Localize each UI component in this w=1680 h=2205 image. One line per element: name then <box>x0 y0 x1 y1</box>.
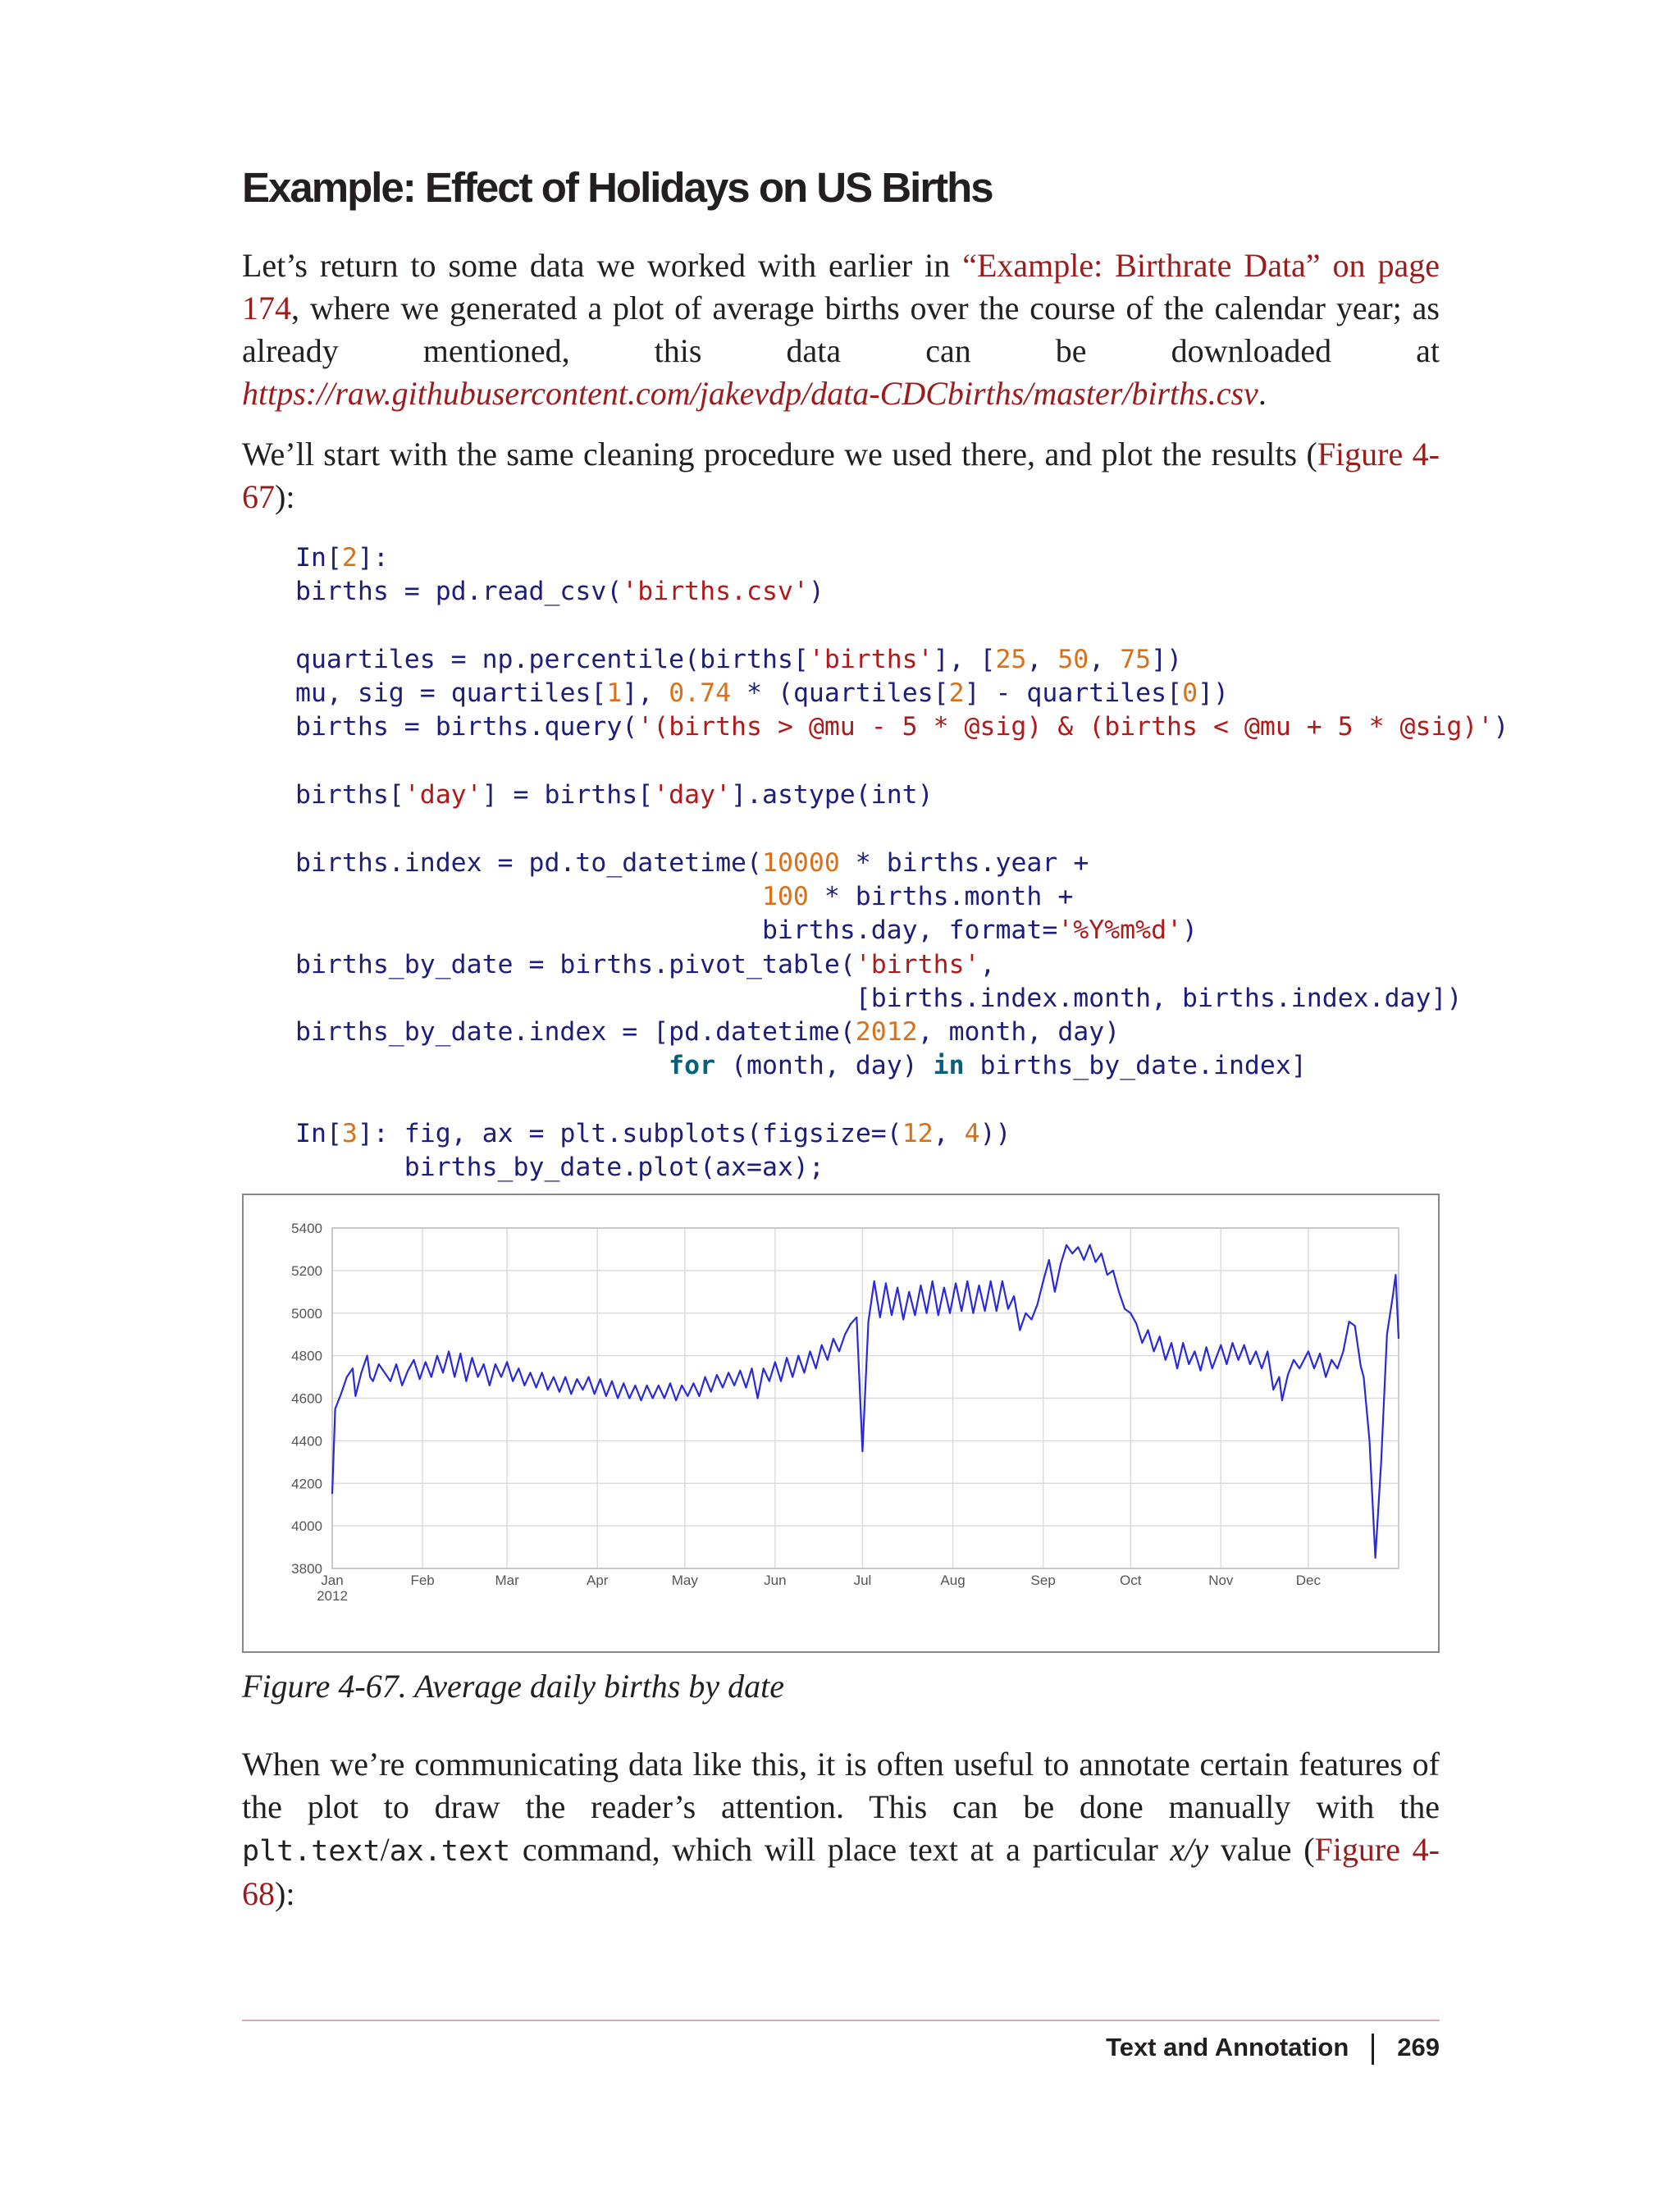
code-line: 100 * births.month + <box>761 881 1074 911</box>
code-line: births_by_date.plot(ax=ax); <box>404 1153 824 1183</box>
y-tick-label: 4200 <box>291 1476 322 1492</box>
annotate-text-b: command, which will place text at a particular <box>510 1831 1171 1868</box>
x-tick-label: Feb <box>410 1573 435 1588</box>
code-line: births.index = pd.to_datetime(10000 * births.year + <box>295 847 1089 878</box>
intro-text-c: . <box>1258 375 1267 412</box>
figure-4-67-xref-link[interactable]: Figure 4-67 <box>242 436 1440 515</box>
code-line <box>295 1084 1509 1117</box>
births-figure <box>242 1194 1440 1653</box>
code-line: for (month, day) in births_by_date.index] <box>669 1051 1307 1081</box>
code-line: [births.index.month, births.index.day]) <box>295 983 1463 1013</box>
x-tick-label: Jun <box>764 1573 787 1588</box>
y-tick-label: 5400 <box>291 1221 322 1236</box>
x-tick-label: 2012 <box>317 1588 348 1604</box>
footer-rule <box>242 2020 1440 2021</box>
xy-italic: x/y <box>1170 1831 1209 1868</box>
births-line-chart <box>244 1195 1438 1651</box>
figure-caption: Figure 4-67. Average daily births by date <box>242 1668 784 1705</box>
x-tick-label: Jul <box>853 1573 872 1588</box>
x-tick-label: Sep <box>1030 1573 1056 1588</box>
page-content <box>242 164 1509 1912</box>
code-line: births = pd.read_csv('births.csv') <box>295 577 824 607</box>
paragraph-cleaning <box>242 433 1440 518</box>
x-tick-label: Aug <box>940 1573 966 1588</box>
intro-text-a: Let’s return to some data we worked with earlier in <box>242 247 963 284</box>
footer-separator <box>1372 2034 1374 2065</box>
annotate-text-c: value ( <box>1208 1831 1315 1868</box>
x-tick-label: Dec <box>1295 1573 1322 1588</box>
code-line: births_by_date = births.pivot_table('births', <box>295 949 996 979</box>
y-tick-label: 4000 <box>291 1518 322 1535</box>
inline-slash: / <box>380 1831 390 1868</box>
code-line <box>295 812 1509 846</box>
y-tick-label: 5000 <box>291 1305 322 1322</box>
code-line: In[3]: fig, ax = plt.subplots(figsize=(12, 4)) <box>295 1119 1011 1149</box>
code-line: births.day, format='%Y%m%d') <box>761 915 1198 946</box>
page-footer <box>1106 2033 1440 2065</box>
x-tick-label: Mar <box>495 1573 519 1588</box>
y-tick-label: 4400 <box>291 1433 322 1449</box>
code-line: births = births.query('(births > @mu - 5 * @sig) & (births < @mu + 5 * @sig)') <box>295 712 1509 742</box>
paragraph-intro <box>242 244 1440 415</box>
x-tick-label: Oct <box>1119 1573 1142 1588</box>
inline-code-ax-text: ax.text <box>389 1835 511 1868</box>
code-listing <box>295 541 1509 1185</box>
y-tick-label: 4600 <box>291 1390 322 1407</box>
y-tick-label: 3800 <box>291 1561 322 1577</box>
paragraph-annotate <box>242 1743 1440 1915</box>
births-csv-url-link[interactable]: https://raw.githubusercontent.com/jakevdp/data-CDCbirths/master/births.csv <box>242 375 1258 412</box>
figure-4-68-xref-link[interactable]: Figure 4-68 <box>242 1831 1440 1912</box>
code-line: In[2]: <box>295 543 389 573</box>
cleaning-text-b: ): <box>275 478 295 515</box>
series-line-births <box>332 1245 1399 1558</box>
x-tick-label: Nov <box>1208 1573 1234 1588</box>
annotate-text-d: ): <box>275 1875 295 1912</box>
cleaning-text-a: We’ll start with the same cleaning procedure we used there, and plot the results ( <box>242 436 1317 472</box>
code-line <box>295 745 1509 778</box>
x-tick-label: Apr <box>586 1573 609 1588</box>
section-heading: Example: Effect of Holidays on US Births <box>242 164 993 211</box>
y-tick-label: 5200 <box>291 1262 322 1279</box>
code-line: quartiles = np.percentile(births['births'], [25, 50, 75]) <box>295 644 1183 674</box>
inline-code-plt-text: plt.text <box>242 1835 381 1868</box>
x-tick-label: May <box>671 1573 698 1588</box>
x-tick-label: Jan <box>321 1573 344 1588</box>
code-line: births['day'] = births['day'].astype(int) <box>295 780 934 810</box>
annotate-text-a: When we’re communicating data like this, it is often useful to annotate certain features of the plot to draw the reader’s attention. This can be done manually with the <box>242 1746 1440 1825</box>
code-line <box>295 609 1509 643</box>
y-tick-label: 4800 <box>291 1348 322 1364</box>
birthrate-xref-link[interactable]: “Example: Birthrate Data” on page 174 <box>242 247 1440 326</box>
page-number: 269 <box>1397 2033 1440 2061</box>
code-line: births_by_date.index = [pd.datetime(2012, month, day) <box>295 1017 1121 1048</box>
intro-text-b: , where we generated a plot of average births over the course of the calendar year; as already mentioned, this data can be downloaded at <box>242 290 1440 369</box>
code-line: mu, sig = quartiles[1], 0.74 * (quartiles[2] - quartiles[0]) <box>295 678 1229 709</box>
footer-section-title: Text and Annotation <box>1106 2033 1349 2061</box>
